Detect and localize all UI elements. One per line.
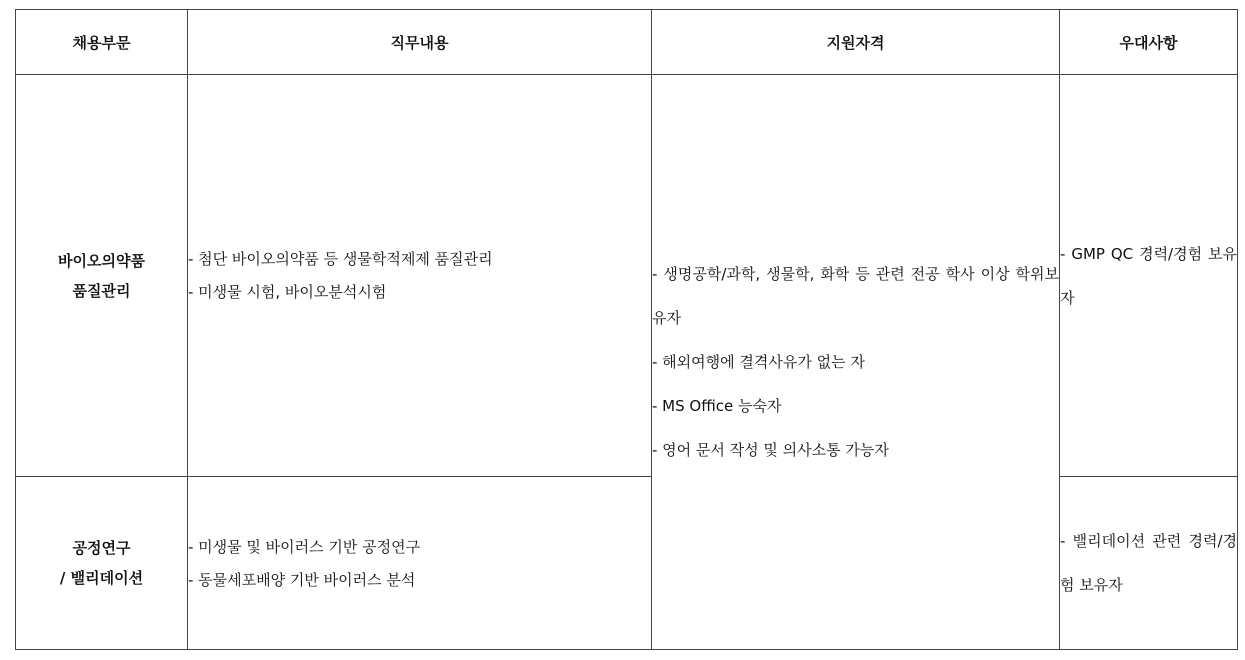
header-duties: 직무내용 [188,10,652,75]
duties-cell [188,477,652,650]
qualifications-cell [652,75,1060,650]
qualification-item: - MS Office 능숙자 [652,397,782,415]
duty-item: - 미생물 및 바이러스 기반 공정연구 [188,537,421,556]
duty-item: - 미생물 시험, 바이오분석시험 [188,283,387,301]
qualification-item: - 영어 문서 작성 및 의사소통 가능자 [652,441,889,459]
department-name-line: 품질관리 [72,281,131,300]
duties-cell [188,75,652,477]
header-preference: 우대사항 [1060,10,1238,75]
header-department: 채용부문 [16,10,188,75]
qualification-item: - 해외여행에 결격사유가 없는 자 [652,353,865,371]
header-row [16,10,1238,75]
duty-item: - 첨단 바이오의약품 등 생물학적제제 품질관리 [188,250,493,268]
qualification-item: - 생명공학/과학, 생물학, 화학 등 관련 전공 학사 이상 학위보유자 [652,265,1059,327]
table-row [16,75,1238,477]
department-cell [16,75,188,477]
department-cell [16,477,188,650]
department-name-line: / 밸리데이션 [59,569,144,587]
department-name-line: 공정연구 [72,539,131,557]
preference-cell: - 밸리데이션 관련 경력/경험 보유자 [1060,477,1238,650]
department-name-line: 바이오의약품 [58,251,145,270]
header-qualifications: 지원자격 [652,10,1060,75]
recruitment-table [15,9,1238,650]
duty-item: - 동물세포배양 기반 바이러스 분석 [188,570,416,589]
preference-cell: - GMP QC 경력/경험 보유자 [1060,75,1238,477]
